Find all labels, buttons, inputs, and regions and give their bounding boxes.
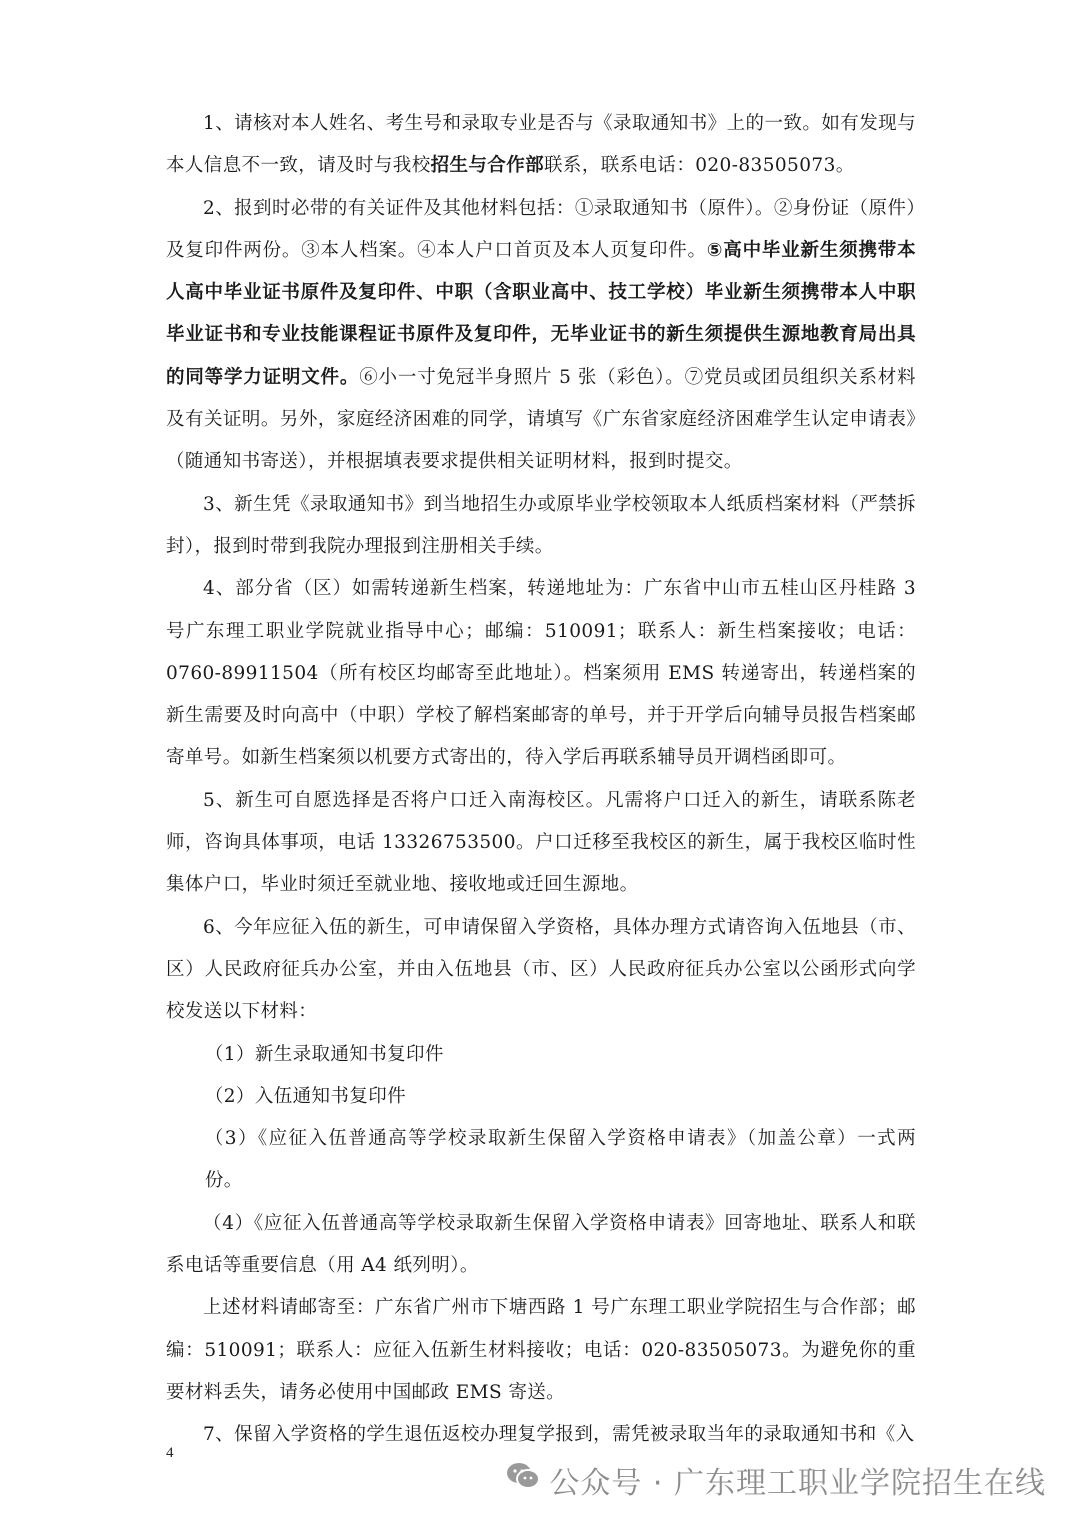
paragraph-7: 7、保留入学资格的学生退伍返校办理复学报到，需凭被录取当年的录取通知书和《入 bbox=[203, 1424, 915, 1446]
paragraph-4: 4、部分省（区）如需转递新生档案，转递地址为：广东省中山市五桂山区丹桂路 3 号广东理工职业学院就业指导中心；邮编：510091；联系人：新生档案接收；电话：0760-89911504（所有校区均邮寄至此地址）。档案须用 EMS 转递寄出，转递档案的新生需要及时向高中（中职）学校了解档案邮寄的单号，并于开学后向辅导员报告档案邮寄单号。如新生档案须以机要方式寄出的，待入学后再联系辅导员开调档函即可。 bbox=[166, 578, 916, 769]
list-item-4: （4）《应征入伍普通高等学校录取新生保留入学资格申请表》回寄地址、联系人和联系电话等重要信息（用 A4 纸列明）。 bbox=[166, 1212, 916, 1277]
paragraph-1-bold: 招生与合作部 bbox=[430, 155, 545, 177]
paragraph-2-bold: ⑤高中毕业新生须携带本人高中毕业证书原件及复印件、中职（含职业高中、技工学校）毕业新生须携带本人中职毕业证书和专业技能课程证书原件及复印件，无毕业证书的新生须提供生源地教育局出具的同等学力证明文件。 bbox=[166, 239, 916, 388]
paragraph-2-text: 2、报到时必带的有关证件及其他材料包括：①录取通知书（原件）。②身份证（原件）及复印件两份。③本人档案。④本人户口首页及本人页复印件。 bbox=[166, 197, 916, 261]
paragraph-2-text-end: ⑥小一寸免冠半身照片 5 张（彩色）。⑦党员或团员组织关系材料及有关证明。另外，家庭经济困难的同学，请填写《广东省家庭经济困难学生认定申请表》（随通知书寄送），并根据填表要求提供相关证明材料，报到时提交。 bbox=[166, 366, 916, 473]
paragraph-1-text-end: 联系，联系电话：020-83505073。 bbox=[544, 155, 855, 177]
wechat-icon bbox=[505, 1460, 541, 1500]
paragraph-6: 6、今年应征入伍的新生，可申请保留入学资格，具体办理方式请咨询入伍地县（市、区）人民政府征兵办公室，并由入伍地县（市、区）人民政府征兵办公室以公函形式向学校发送以下材料： bbox=[166, 916, 916, 1023]
paragraph-1-text: 1、请核对本人姓名、考生号和录取专业是否与《录取通知书》上的一致。如有发现与本人信息不一致，请及时与我校 bbox=[166, 113, 916, 177]
paragraph-1 bbox=[166, 103, 916, 188]
paragraph-5: 5、新生可自愿选择是否将户口迁入南海校区。凡需将户口迁入的新生，请联系陈老师，咨询具体事项，电话 13326753500。户口迁移至我校区的新生，属于我校区临时性集体户口，毕业时须迁至就业地、接收地或迁回生源地。 bbox=[166, 789, 916, 896]
list-item: （2）入伍通知书复印件 bbox=[204, 1085, 407, 1107]
paragraph-3: 3、新生凭《录取通知书》到当地招生办或原毕业学校领取本人纸质档案材料（严禁拆封），报到时带到我院办理报到注册相关手续。 bbox=[166, 493, 916, 557]
watermark-text: 公众号 · 广东理工职业学院招生在线 bbox=[549, 1466, 1046, 1501]
list-item: （3）《应征入伍普通高等学校录取新生保留入学资格申请表》（加盖公章）一式两份。 bbox=[204, 1128, 916, 1192]
paragraph-mailing: 上述材料请邮寄至：广东省广州市下塘西路 1 号广东理工职业学院招生与合作部；邮编：510091；联系人：应征入伍新生材料接收；电话：020-83505073。为避免你的重要材料丢失，请务必使用中国邮政 EMS 寄送。 bbox=[166, 1297, 916, 1403]
paragraph-2 bbox=[166, 188, 916, 484]
document-body bbox=[166, 103, 916, 1457]
list-item: （1）新生录取通知书复印件 bbox=[204, 1043, 444, 1065]
watermark bbox=[505, 1458, 1046, 1502]
page-number: 4 bbox=[166, 1445, 174, 1461]
